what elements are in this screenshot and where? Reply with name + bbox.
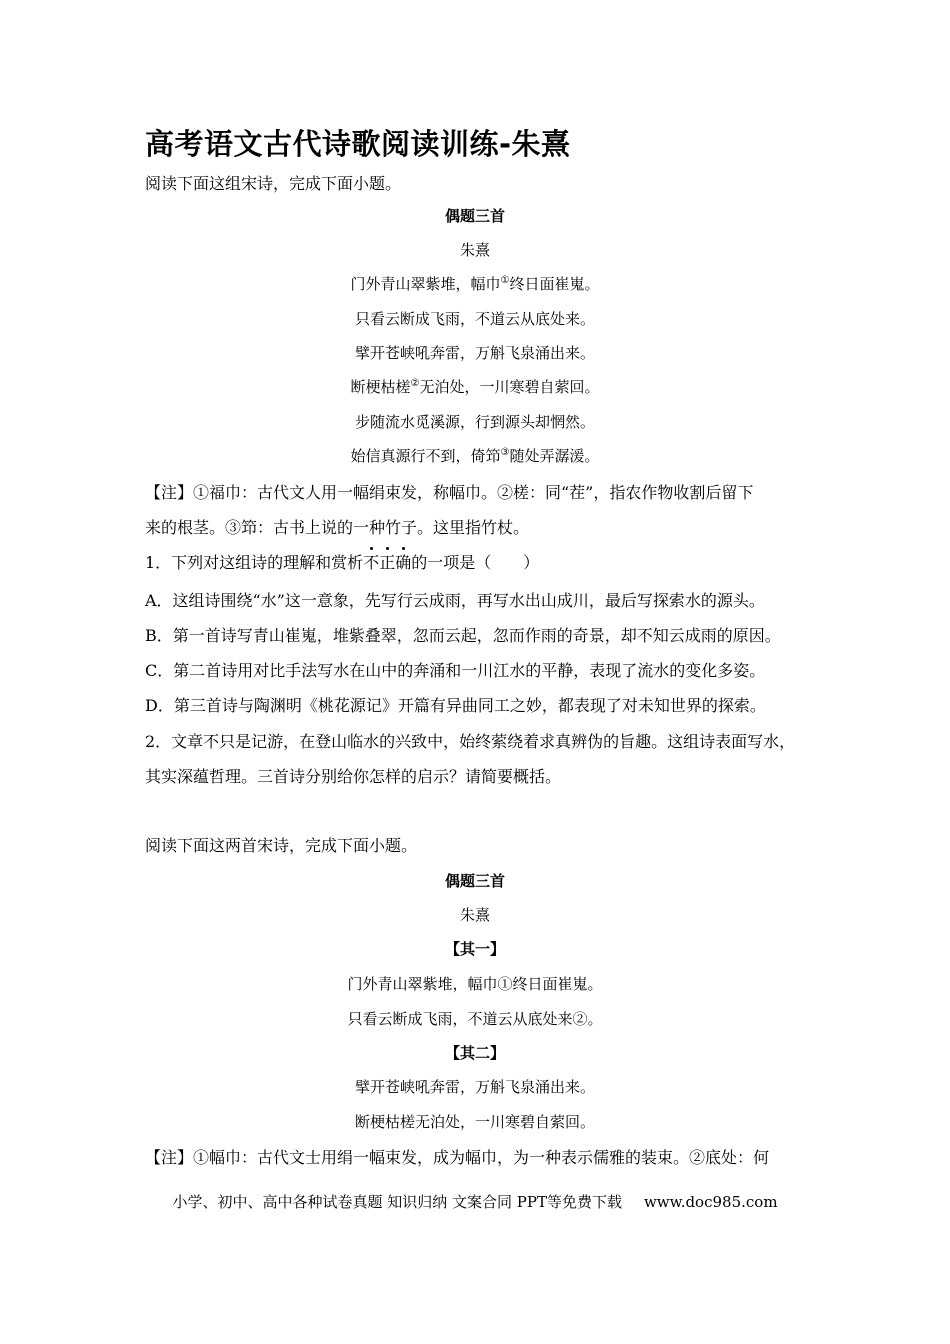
footer-text: 小学、初中、高中各种试卷真题 知识归纳 文案合同 PPT等免费下载 (172, 1193, 622, 1211)
option-d: D．第三首诗与陶渊明《桃花源记》开篇有异曲同工之妙，都表现了对未知世界的探索。 (145, 696, 766, 715)
section2-poem-title: 偶题三首 (444, 872, 505, 890)
option-c: C．第二首诗用对比手法写水在山中的奔涌和一川江水的平静，表现了流水的变化多姿。 (145, 661, 766, 680)
poem-line: 始信真源行不到，倚笻③随处弄潺湲。 (350, 447, 600, 465)
section1-note-line2: 来的根茎。③笻：古书上说的一种竹子。这里指竹杖。 (145, 518, 530, 537)
section2-part1-heading: 【其一】 (444, 940, 505, 958)
poem-line: 只看云断成飞雨，不道云从底处来②。 (347, 1010, 603, 1028)
section2-part2-heading: 【其二】 (444, 1044, 505, 1062)
page-footer (0, 1191, 950, 1212)
section1-intro: 阅读下面这组宋诗，完成下面小题。 (145, 174, 402, 193)
question-2-line2: 其实深蕴哲理。三首诗分别给你怎样的启示？请简要概括。 (145, 767, 562, 786)
poem-line: 门外青山翠紫堆，幅巾①终日面崔嵬。 (347, 975, 603, 993)
poem-line: 擘开苍峡吼奔雷，万斛飞泉涌出来。 (354, 344, 595, 362)
section2-intro: 阅读下面这两首宋诗，完成下面小题。 (145, 836, 418, 855)
emphasis-mark: 确 (395, 553, 412, 572)
emphasis-mark: 不 (363, 553, 380, 572)
option-b: B．第一首诗写青山崔嵬，堆紫叠翠，忽而云起，忽而作雨的奇景，却不知云成雨的原因。 (145, 626, 781, 645)
section1-poem-title: 偶题三首 (444, 207, 505, 225)
option-a: A．这组诗围绕“水”这一意象，先写行云成雨，再写水出山成川，最后写探索水的源头。 (145, 591, 765, 610)
poem-line: 断梗枯槎无泊处，一川寒碧自萦回。 (354, 1113, 595, 1131)
section2-author: 朱熹 (459, 906, 490, 924)
poem-line: 步随流水觅溪源，行到源头却惘然。 (354, 413, 595, 431)
document-title: 高考语文古代诗歌阅读训练-朱熹 (145, 127, 571, 161)
poem-line: 门外青山翠紫堆，幅巾①终日面崔嵬。 (350, 275, 600, 293)
poem-line: 只看云断成飞雨，不道云从底处来。 (354, 310, 595, 328)
section2-note: 【注】①幅巾：古代文士用绢一幅束发，成为幅巾，为一种表示儒雅的装束。②底处：何 (145, 1148, 770, 1167)
poem-line: 擘开苍峡吼奔雷，万斛飞泉涌出来。 (354, 1078, 595, 1096)
question-2-line1: 2．文章不只是记游，在登山临水的兴致中，始终萦绕着求真辨伪的旨趣。这组诗表面写水， (145, 732, 796, 751)
poem-line: 断梗枯槎②无泊处，一川寒碧自萦回。 (350, 378, 600, 396)
question-1: 1．下列对这组诗的理解和赏析不正确的一项是（ ） (145, 553, 540, 572)
footer-url[interactable]: www.doc985.com (643, 1193, 778, 1211)
section1-author: 朱熹 (459, 241, 490, 259)
section1-note-line1: 【注】①福巾：古代文人用一幅绢束发，称幅巾。②槎：同“茬”，指农作物收割后留下 (145, 483, 754, 502)
emphasis-mark: 正 (379, 553, 396, 572)
